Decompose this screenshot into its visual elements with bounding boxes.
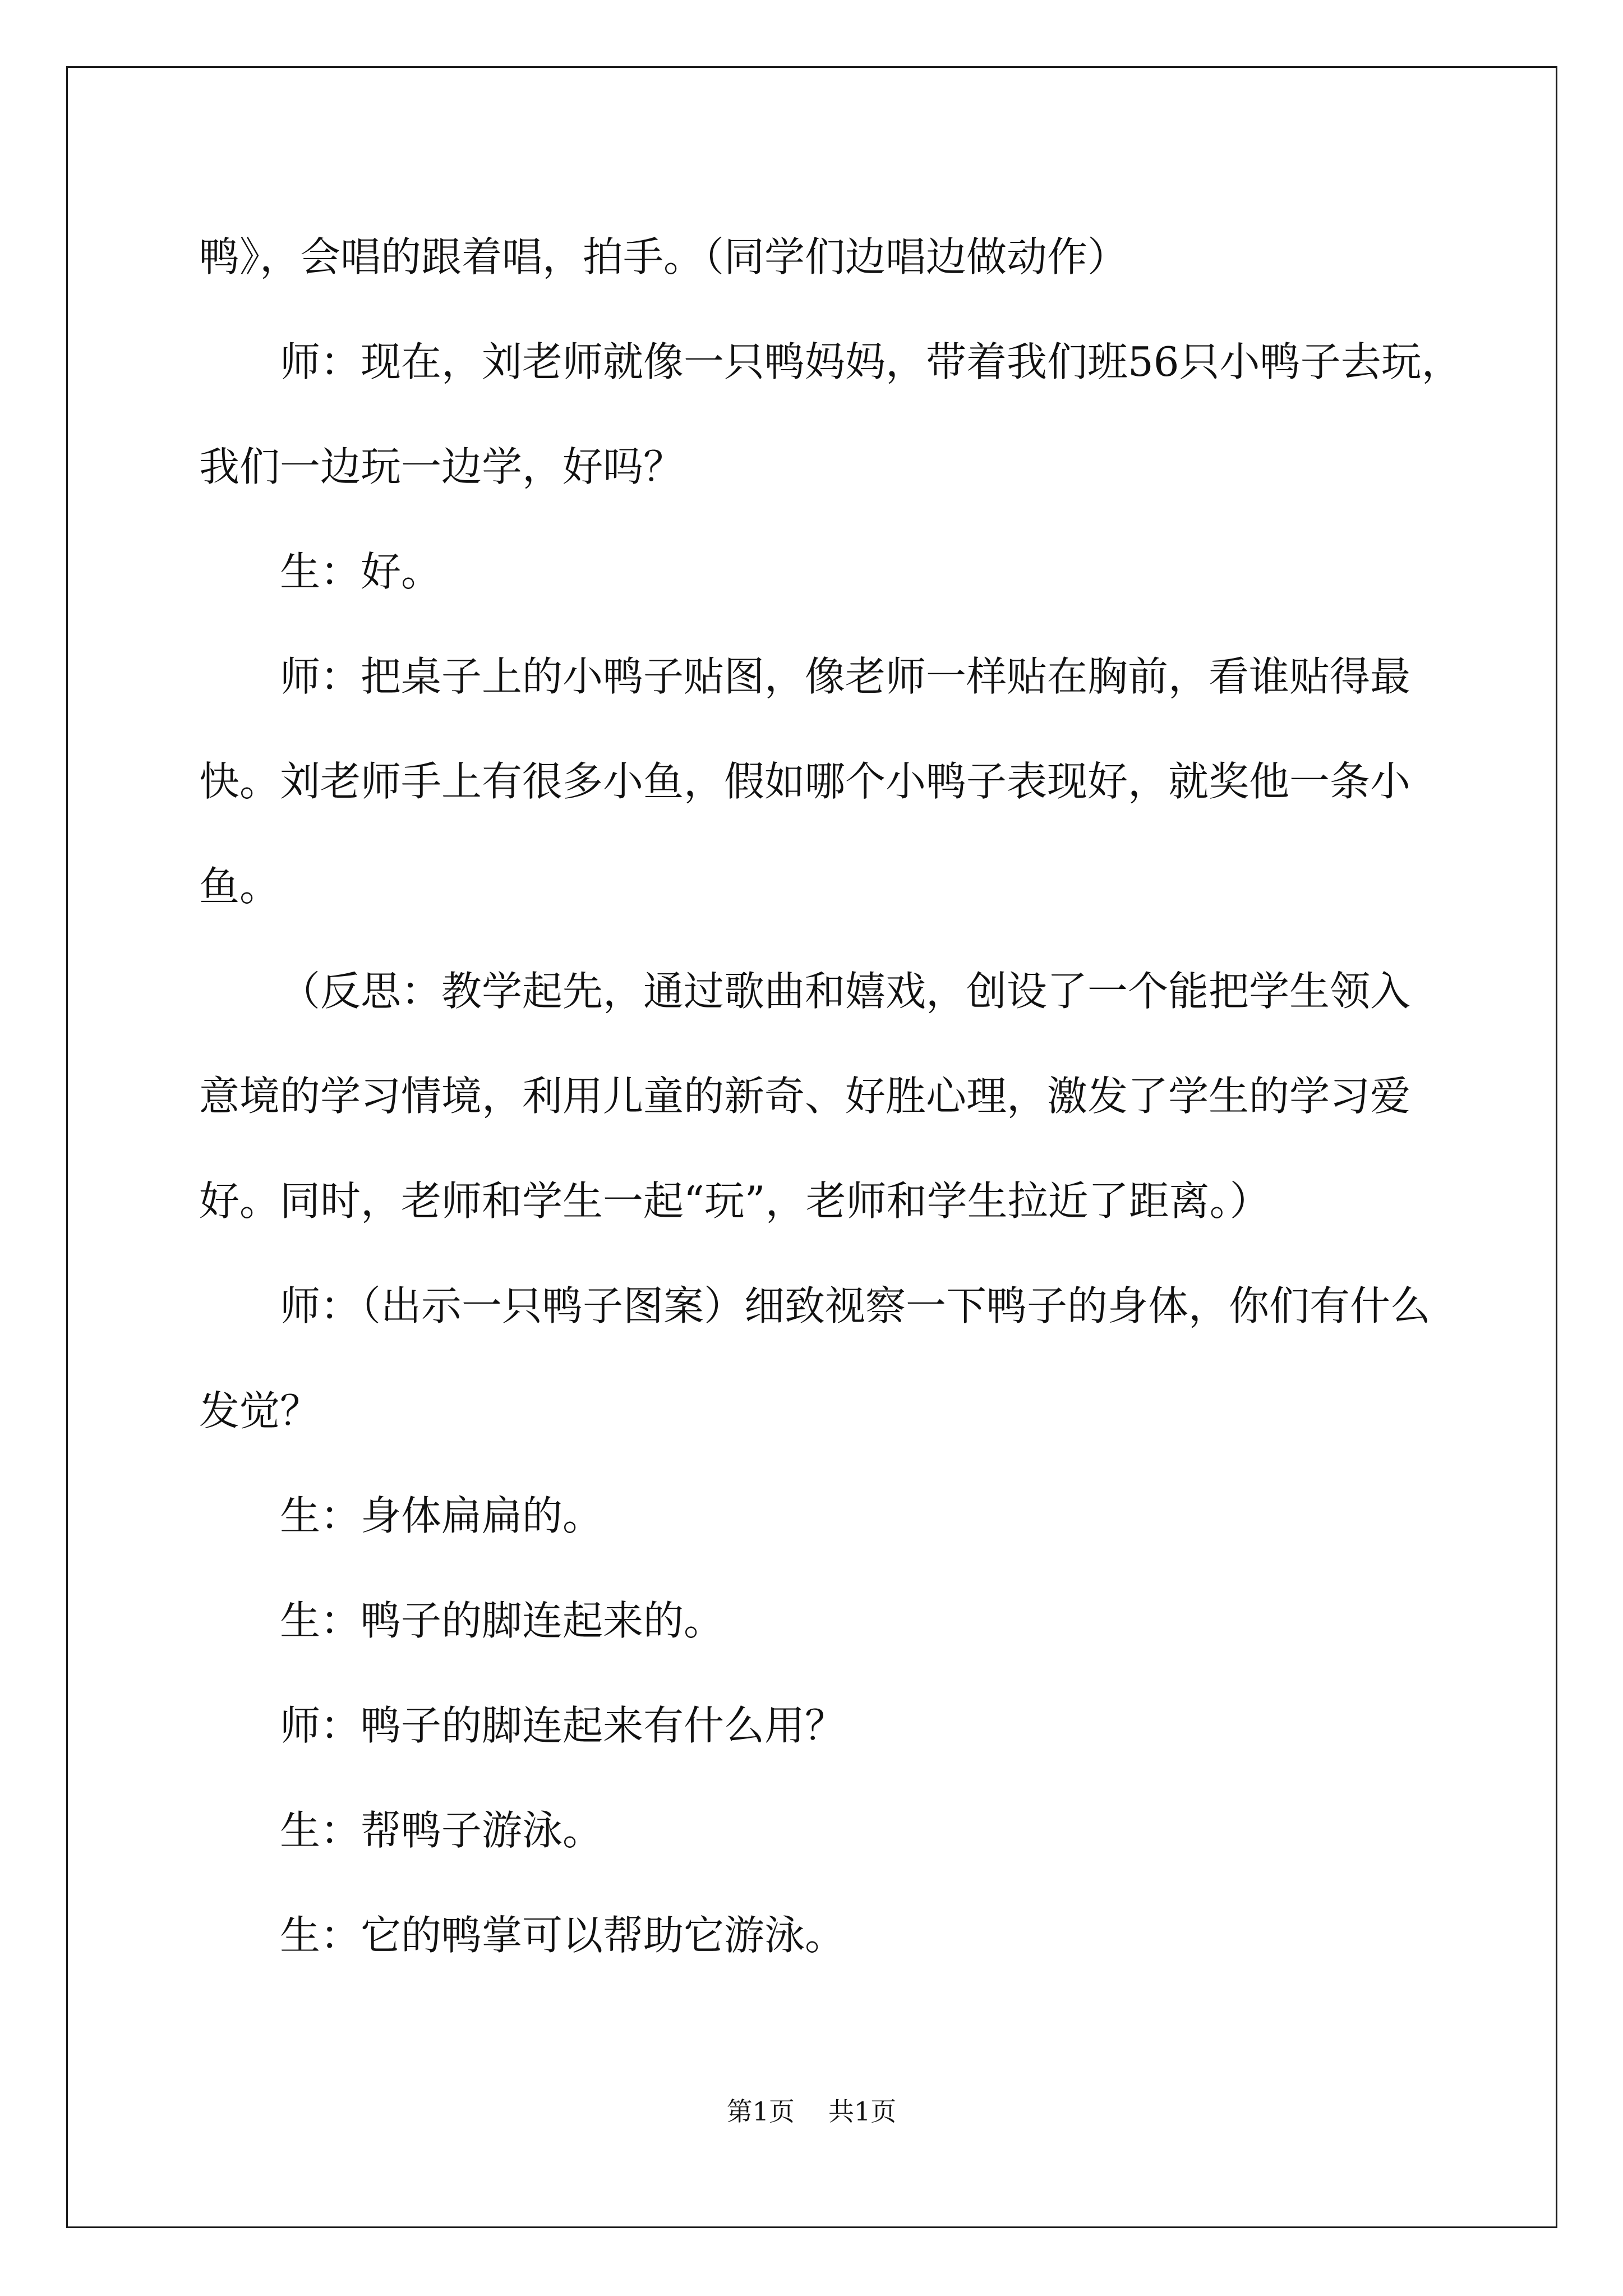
text-line: 生：鸭子的脚连起来的。 [280,1597,725,1644]
text-line: 发觉？ [199,1387,321,1434]
text-line: （反思：教学起先，通过歌曲和嬉戏，创设了一个能把学生领入 [280,968,1411,1015]
page-number-current: 第1页 [726,2096,795,2127]
text-line: 师：鸭子的脚连起来有什么用？ [280,1702,846,1749]
text-line: 我们一边玩一边学，好吗？ [199,443,684,490]
text-line: 师：把桌子上的小鸭子贴图，像老师一样贴在胸前，看谁贴得最 [280,653,1411,700]
text-line: 生：帮鸭子游泳。 [280,1807,603,1854]
page-footer [0,2091,1623,2128]
text-line: 师：（出示一只鸭子图案）细致视察一下鸭子的身体，你们有什么 [280,1282,1431,1329]
text-line: 鸭》，会唱的跟着唱，拍手。（同学们边唱边做动作） [199,233,1128,280]
text-line: 生：身体扁扁的。 [280,1492,603,1539]
text-line: 快。刘老师手上有很多小鱼，假如哪个小鸭子表现好，就奖他一条小 [199,758,1411,805]
text-line: 生：好。 [280,548,442,595]
text-line: 意境的学习情境，利用儿童的新奇、好胜心理，激发了学生的学习爱 [199,1073,1411,1120]
text-line: 师：现在，刘老师就像一只鸭妈妈，带着我们班56只小鸭子去玩， [280,338,1462,385]
document-body [199,205,1462,1988]
page-number-total: 共1页 [828,2096,897,2127]
text-line: 好。同时，老师和学生一起“玩”，老师和学生拉近了距离。） [199,1177,1270,1225]
text-line: 生：它的鸭掌可以帮助它游泳。 [280,1912,846,1959]
text-line: 鱼。 [199,863,280,910]
